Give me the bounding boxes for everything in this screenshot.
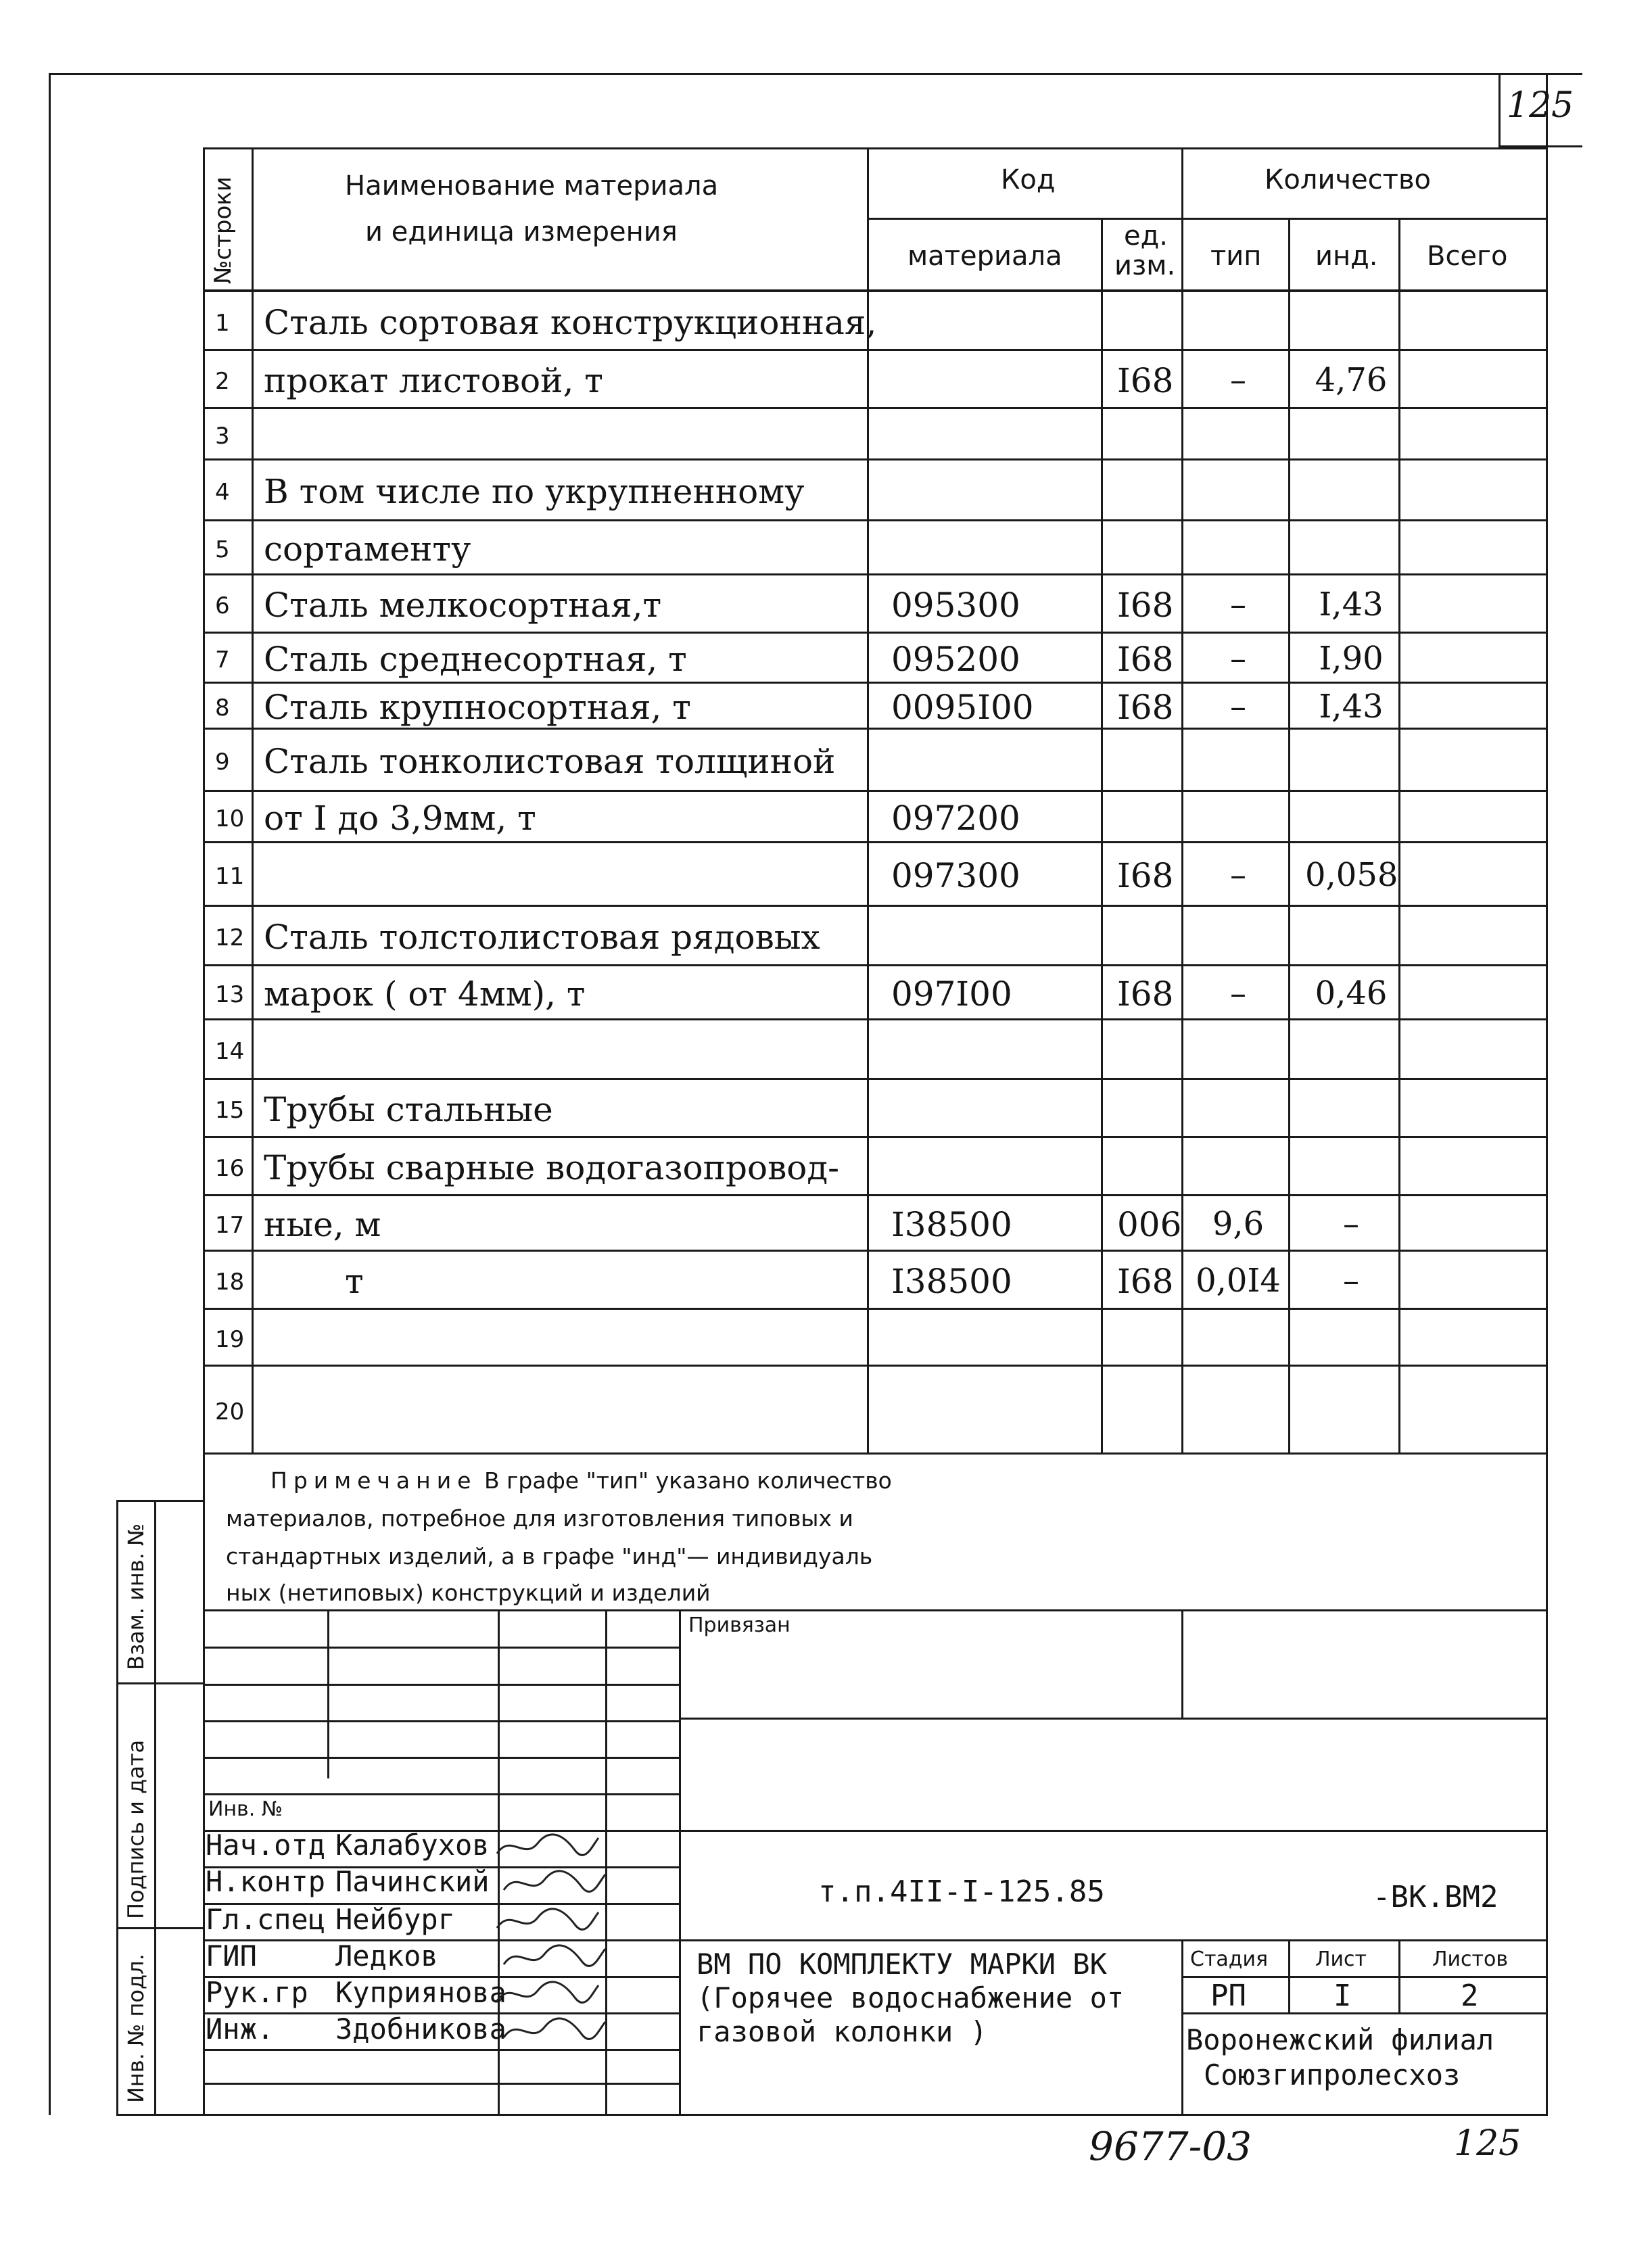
cell-name: Сталь среднесортная, т	[264, 639, 687, 679]
note-line3: стандартных изделий, а в графе "инд"— индивидуаль	[226, 1543, 873, 1569]
cell-n: 17	[215, 1211, 245, 1239]
cell-n: 9	[215, 748, 230, 776]
cell-type: –	[1230, 639, 1246, 678]
cell-name: прокат листовой, т	[264, 360, 603, 400]
handwritten-signature	[494, 1830, 602, 1864]
doc-title-line1: ВМ ПО КОМПЛЕКТУ МАРКИ ВК	[697, 1947, 1107, 1981]
note-prefix: Примечание	[270, 1467, 477, 1494]
cell-type: 0,0I4	[1196, 1261, 1281, 1300]
footer-doc-number: 9677-03	[1089, 2123, 1252, 2169]
row-divider	[203, 1194, 1548, 1196]
handwritten-signature	[494, 1904, 602, 1938]
cell-n: 4	[215, 478, 230, 506]
side-label-podpis: Подпись и дата	[123, 1739, 149, 1919]
row-divider	[203, 905, 1548, 907]
handwritten-signature	[494, 1977, 602, 2011]
cell-ind: –	[1343, 1261, 1359, 1300]
cell-n: 12	[215, 924, 245, 951]
row-divider	[203, 1018, 1548, 1020]
name-header-line1: Наименование материала	[345, 170, 719, 202]
material-header: материала	[907, 241, 1062, 272]
row-divider	[203, 632, 1548, 634]
row-divider	[203, 519, 1548, 521]
handwritten-signature	[500, 1941, 609, 1975]
signature-name: Ледков	[335, 1939, 438, 1972]
signature-role: Гл.спец	[206, 1903, 326, 1936]
cell-unit: I68	[1117, 360, 1174, 400]
cell-unit: I68	[1117, 974, 1174, 1014]
cell-ind: 4,76	[1315, 360, 1388, 399]
total-header: Всего	[1427, 241, 1508, 272]
sheet-value: I	[1333, 1979, 1352, 2013]
note-line1-text: В графе "тип" указано количество	[477, 1467, 892, 1494]
cell-n: 14	[215, 1037, 245, 1065]
cell-name: Сталь тонколистовая толщиной	[264, 741, 836, 781]
cell-ind: 0,46	[1315, 974, 1388, 1012]
doc-title-line3: газовой колонки )	[697, 2015, 987, 2048]
cell-code: 095300	[891, 585, 1020, 625]
stage-value: РП	[1210, 1979, 1246, 2013]
row-divider	[203, 682, 1548, 684]
cell-unit: 006	[1117, 1204, 1182, 1244]
cell-type: –	[1230, 974, 1246, 1012]
row-divider	[203, 458, 1548, 460]
signature-role: Инж.	[206, 2012, 275, 2046]
cell-n: 11	[215, 862, 245, 890]
cell-code: 095200	[891, 639, 1020, 679]
org-line1: Воронежский филиал	[1186, 2023, 1494, 2056]
doc-code: т.п.4II-I-125.85	[818, 1874, 1105, 1909]
signature-name: Калабухов	[335, 1828, 490, 1862]
handwritten-signature	[500, 2014, 609, 2048]
cell-ind: –	[1343, 1204, 1359, 1243]
privyazan-label: Привязан	[688, 1613, 790, 1637]
cell-unit: I68	[1117, 855, 1174, 895]
quantity-header: Количество	[1265, 164, 1432, 195]
cell-name: В том числе по укрупненному	[264, 471, 805, 511]
ind-header: инд.	[1315, 241, 1378, 272]
unit-header-line2: изм.	[1114, 250, 1176, 281]
signature-name: Куприянова	[335, 1976, 506, 2009]
cell-name: т	[345, 1261, 364, 1301]
cell-unit: I68	[1117, 585, 1174, 625]
unit-header-line1: ед.	[1124, 220, 1168, 252]
cell-n: 5	[215, 536, 230, 563]
code-header: Код	[1001, 164, 1056, 195]
note-line2: материалов, потребное для изготовления типовых и	[226, 1505, 853, 1532]
cell-n: 13	[215, 981, 245, 1008]
cell-n: 10	[215, 805, 245, 832]
cell-name: Сталь крупносортная, т	[264, 687, 691, 727]
row-divider	[203, 407, 1548, 409]
row-divider	[203, 1365, 1548, 1367]
cell-n: 6	[215, 592, 230, 619]
handwritten-signature	[500, 1866, 609, 1900]
cell-n: 1	[215, 309, 230, 337]
cell-n: 18	[215, 1268, 245, 1296]
cell-name: сортаменту	[264, 529, 471, 569]
note-line4: ных (нетиповых) конструкций и изделий	[226, 1580, 711, 1606]
cell-code: I38500	[891, 1261, 1012, 1301]
row-divider	[203, 1078, 1548, 1080]
signature-role: Рук.гр	[206, 1976, 308, 2009]
cell-n: 8	[215, 694, 230, 722]
row-divider	[203, 964, 1548, 966]
cell-name: марок ( от 4мм), т	[264, 974, 586, 1014]
cell-n: 19	[215, 1325, 245, 1353]
cell-code: 097I00	[891, 974, 1012, 1014]
signature-role: Нач.отд	[206, 1828, 326, 1862]
cell-n: 15	[215, 1096, 245, 1124]
cell-n: 7	[215, 646, 230, 674]
sheet-label: Лист	[1315, 1947, 1367, 1971]
doc-suffix: -ВК.ВМ2	[1373, 1880, 1498, 1914]
sheets-value: 2	[1461, 1979, 1479, 2013]
row-divider	[203, 1136, 1548, 1138]
name-header-line2: и единица измерения	[365, 216, 678, 247]
cell-type: –	[1230, 585, 1246, 623]
cell-n: 16	[215, 1154, 245, 1182]
cell-n: 20	[215, 1398, 245, 1425]
cell-unit: I68	[1117, 639, 1174, 679]
row-divider	[203, 790, 1548, 792]
signature-name: Пачинский	[335, 1865, 490, 1898]
signature-role: ГИП	[206, 1939, 257, 1972]
row-divider	[203, 573, 1548, 575]
side-label-inv-podl: Инв. № подл.	[123, 1954, 149, 2103]
cell-name: Трубы сварные водогазопровод-	[264, 1148, 840, 1187]
cell-code: 097300	[891, 855, 1020, 895]
row-divider	[203, 1250, 1548, 1252]
page-number-top: 125	[1507, 85, 1574, 126]
cell-name: Сталь толстолистовая рядовых	[264, 917, 820, 957]
row-divider	[203, 1452, 1548, 1455]
cell-ind: I,43	[1319, 687, 1384, 726]
cell-name: от I до 3,9мм, т	[264, 798, 536, 838]
cell-type: –	[1230, 855, 1246, 894]
signature-name: Здобникова	[335, 2012, 506, 2046]
row-number-header: №строки	[210, 176, 237, 284]
cell-unit: I68	[1117, 687, 1174, 727]
row-divider	[203, 728, 1548, 730]
cell-type: –	[1230, 687, 1246, 726]
cell-name: Сталь сортовая конструкционная,	[264, 302, 877, 342]
stage-label: Стадия	[1190, 1947, 1269, 1971]
doc-title-line2: (Горячее водоснабжение от	[697, 1981, 1125, 2014]
footer-page-number: 125	[1454, 2123, 1521, 2164]
cell-ind: I,43	[1319, 585, 1384, 623]
cell-type: 9,6	[1212, 1204, 1265, 1243]
org-line2: Союзгипролесхоз	[1204, 2058, 1461, 2092]
cell-code: 0095I00	[891, 687, 1034, 727]
row-divider	[203, 841, 1548, 843]
side-label-vzam: Взам. инв. №	[123, 1523, 149, 1670]
sheets-label: Листов	[1432, 1947, 1509, 1971]
cell-n: 3	[215, 422, 230, 450]
cell-name: Сталь мелкосортная,т	[264, 585, 662, 625]
cell-type: –	[1230, 360, 1246, 399]
cell-ind: 0,058	[1305, 855, 1398, 894]
cell-ind: I,90	[1319, 639, 1384, 678]
cell-name: ные, м	[264, 1204, 381, 1244]
cell-code: I38500	[891, 1204, 1012, 1244]
inv-no-label: Инв. №	[208, 1797, 283, 1821]
row-divider	[203, 1308, 1548, 1310]
cell-unit: I68	[1117, 1261, 1174, 1301]
cell-n: 2	[215, 367, 230, 395]
row-divider	[203, 349, 1548, 351]
cell-name: Трубы стальные	[264, 1089, 553, 1129]
type-header: тип	[1210, 241, 1262, 272]
note-line1	[270, 1467, 892, 1494]
cell-code: 097200	[891, 798, 1020, 838]
signature-role: Н.контр	[206, 1865, 326, 1898]
signature-name: Нейбург	[335, 1903, 456, 1936]
